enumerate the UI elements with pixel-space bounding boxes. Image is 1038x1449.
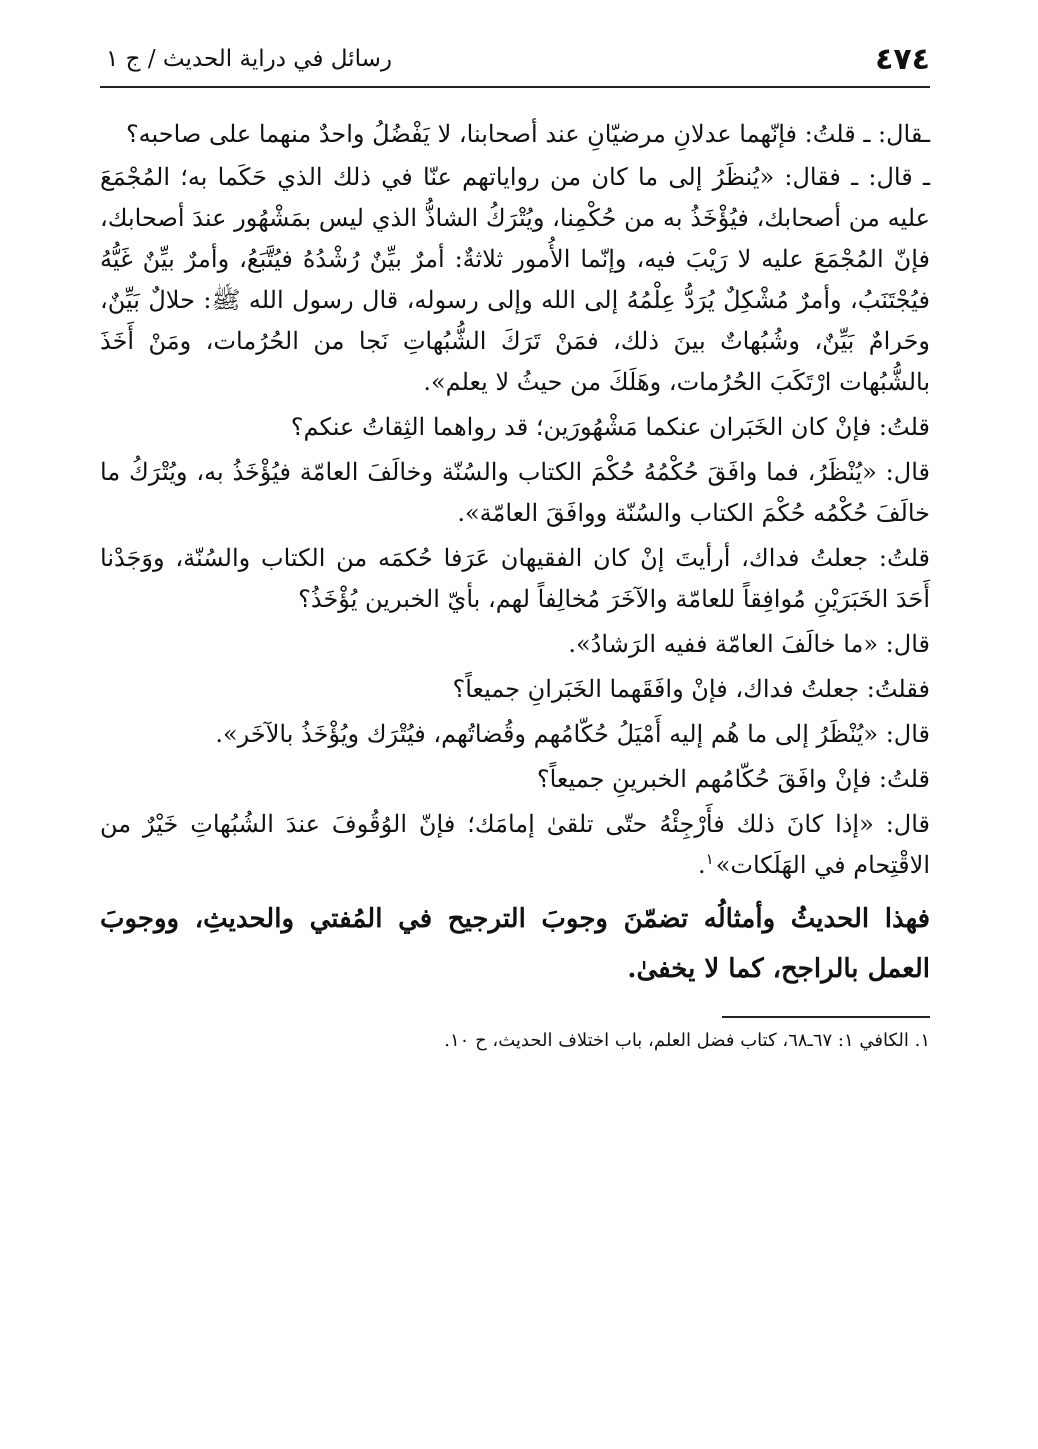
footnote: ١. الكافي ١: ٦٧ـ٦٨، كتاب فضل العلم، باب اختلاف الحديث، ح ١٠. xyxy=(444,1030,930,1051)
conclusion-paragraph: فهذا الحديثُ وأمثالُه تضمّنَ وجوبَ الترجيح في المُفتي والحديثِ، ووجوبَ العمل بالراجح، كما لا يخفىٰ. xyxy=(100,904,930,984)
paragraph-3: قلتُ: فإنْ كان الخَبَران عنكما مَشْهُورَين؛ قد رواهما الثِقاتُ عنكم؟ xyxy=(290,413,930,441)
page-header xyxy=(100,34,930,88)
paragraph-2: ـ قال: ـ فقال: «يُنظَرُ إلى ما كان من رواياتهم عنّا في ذلك الذي حَكَما به؛ المُجْمَعَ عليه من أصحابك، فيُؤْخَذُ به من حُكْمِنا، ويُتْرَكُ الشاذُّ الذي ليس بمَشْهُور عندَ أصحابك، فإنّ المُجْمَعَ عليه لا رَيْبَ فيه، وإنّما الأُمور ثلاثةٌ: أمرٌ بيِّنٌ رُشْدُهُ فيُتَّبَعُ، وأمرٌ بيِّنٌ غَيُّهُ فيُجْتَنَبُ، وأمرٌ مُشْكِلٌ يُرَدُّ عِلْمُهُ إلى الله وإلى رسوله، قال رسول الله ﷺ: حلالٌ بَيِّنٌ، وحَرامٌ بَيِّنٌ، وشُبُهاتٌ بينَ ذلك، فمَنْ تَرَكَ الشُّبُهاتِ نَجا من الحُرُمات، ومَنْ أَخَذَ بالشُّبُهات ارْتَكَبَ الحُرُمات، وهَلَكَ من حيثُ لا يعلم». xyxy=(100,163,930,396)
paragraph-6: قال: «ما خالَفَ العامّة ففيه الرَشادُ». xyxy=(568,630,930,658)
paragraph-10-text: قال: «إذا كانَ ذلك فأَرْجِئْهُ حتّى تلقىٰ إمامَك؛ فإنّ الوُقُوفَ عندَ الشُبُهاتِ خَيْرٌ من الاقْتِحام في الهَلَكات» xyxy=(100,810,930,879)
footnote-marker[interactable]: ١ xyxy=(705,850,714,868)
page-number: ٤٧٤ xyxy=(875,42,930,77)
paragraph-10-period: . xyxy=(697,851,706,879)
paragraph-10 xyxy=(100,804,930,886)
paragraph-1: ـقال: ـ قلتُ: فإنّهما عدلانِ مرضيّانِ عند أصحابنا، لا يَفْضُلُ واحدٌ منهما على صاحبه؟ xyxy=(125,120,930,148)
footnote-divider xyxy=(722,1016,930,1018)
paragraph-4: قال: «يُنْظَرُ، فما وافَقَ حُكْمُهُ حُكْمَ الكتاب والسُنّة وخالَفَ العامّة فيُؤْخَذُ به، ويُتْرَكُ ما خالَفَ حُكْمُه حُكْمَ الكتاب والسُنّة ووافَقَ العامّة». xyxy=(100,458,930,527)
paragraph-5: قلتُ: جعلتُ فداك، أرأيتَ إنْ كان الفقيهان عَرَفا حُكمَه من الكتاب والسُنّة، ووَجَدْنا أَحَدَ الخَبَرَيْنِ مُوافِقاً للعامّة والآخَرَ مُخالِفاً لهم، بأيّ الخبرين يُؤْخَذُ؟ xyxy=(100,544,930,613)
paragraph-8: قال: «يُنْظَرُ إلى ما هُم إليه أَمْيَلُ حُكّامُهم وقُضاتُهم، فيُتْرَك ويُؤْخَذُ بالآخَر». xyxy=(215,720,930,748)
book-page xyxy=(100,34,930,1414)
paragraph-7: فقلتُ: جعلتُ فداك، فإنْ وافَقَهما الخَبَرانِ جميعاً؟ xyxy=(452,675,930,703)
body-text xyxy=(100,114,930,994)
running-title: رسائل في دراية الحديث / ج ١ xyxy=(106,46,392,72)
paragraph-9: قلتُ: فإنْ وافَقَ حُكّامُهم الخبرينِ جميعاً؟ xyxy=(536,765,930,793)
